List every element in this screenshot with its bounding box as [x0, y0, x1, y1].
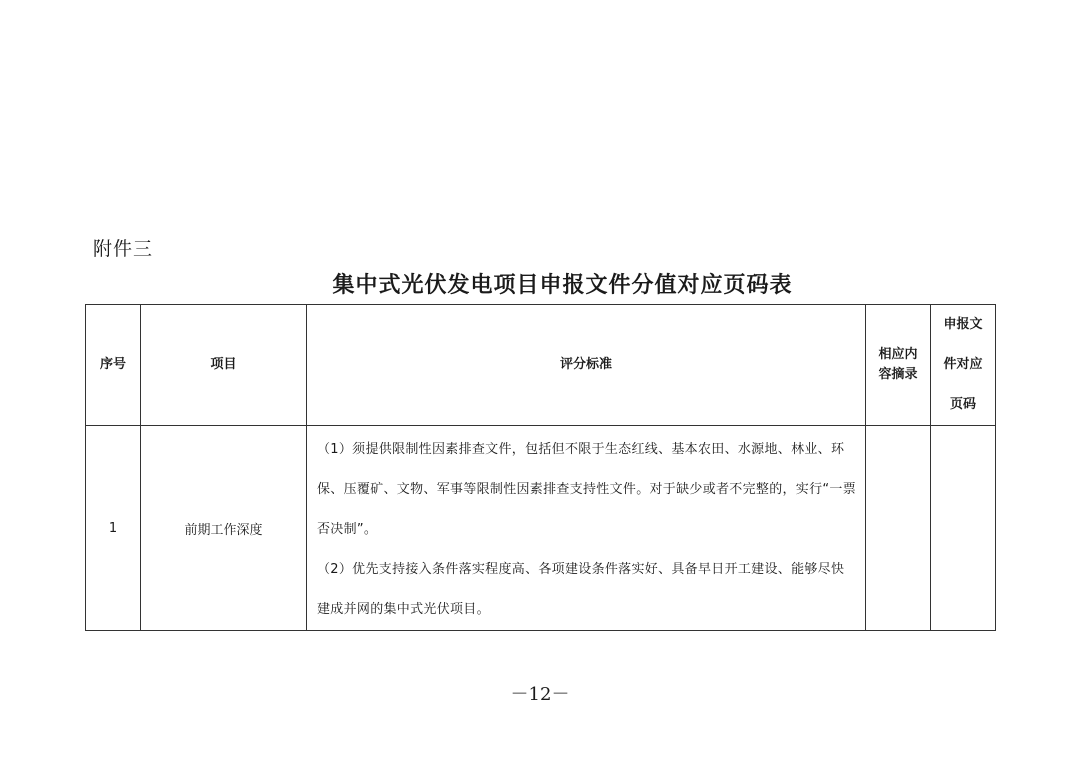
row-item: 前期工作深度	[141, 426, 307, 631]
row-criteria	[307, 426, 866, 631]
header-page-line3: 页码	[949, 397, 976, 412]
header-summary-line1: 相应内	[878, 347, 918, 362]
row-summary	[866, 426, 931, 631]
page-number: －12－	[510, 684, 570, 705]
row-page	[931, 426, 996, 631]
criteria-item-1: （1）须提供限制性因素排查文件，包括但不限于生态红线、基本农田、水源地、林业、环保、压覆矿、文物、军事等限制性因素排查支持性文件。对于缺少或者不完整的，实行“一票否决制”。	[317, 442, 857, 537]
header-summary	[866, 305, 931, 426]
header-page	[931, 305, 996, 426]
header-summary-line2: 容摘录	[878, 367, 918, 382]
attachment-label: 附件三	[93, 238, 154, 260]
table-row	[86, 426, 996, 631]
row-seq: 1	[86, 426, 141, 631]
header-page-line1: 申报文	[943, 317, 983, 332]
score-page-table	[85, 304, 996, 631]
header-criteria: 评分标准	[307, 305, 866, 426]
header-item: 项目	[141, 305, 307, 426]
document-title: 集中式光伏发电项目申报文件分值对应页码表	[332, 272, 793, 298]
table-header-row	[86, 305, 996, 426]
criteria-item-2: （2）优先支持接入条件落实程度高、各项建设条件落实好、具备早日开工建设、能够尽快建成并网的集中式光伏项目。	[317, 562, 845, 617]
header-seq: 序号	[86, 305, 141, 426]
header-page-line2: 件对应	[943, 357, 983, 372]
